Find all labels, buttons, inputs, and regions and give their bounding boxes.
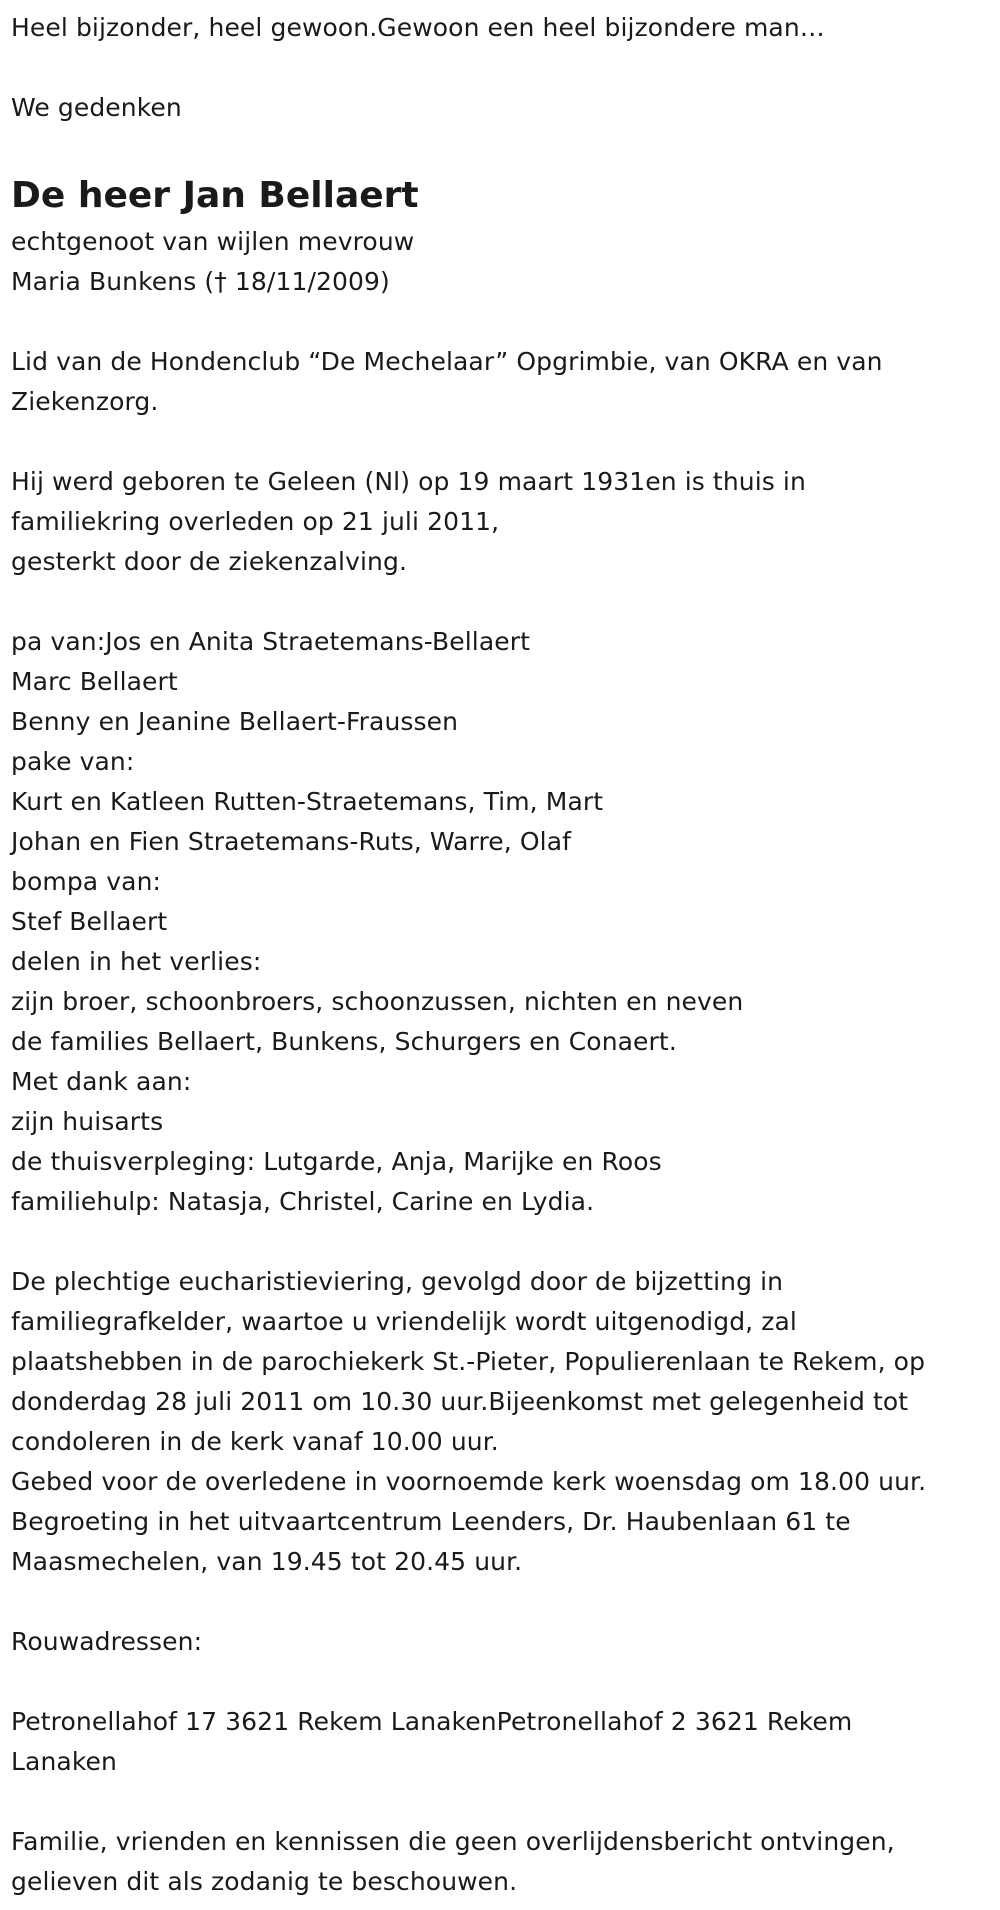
- family-line: zijn broer, schoonbroers, schoonzussen, nichten en neven: [11, 987, 744, 1016]
- closing-paragraph: [11, 1822, 1000, 1902]
- addresses-paragraph: [11, 1702, 1000, 1782]
- birth-death-line: familiekring overleden op 21 juli 2011,: [11, 507, 500, 536]
- remember-line: We gedenken: [11, 93, 182, 122]
- ceremony-line: Begroeting in het uitvaartcentrum Leenders, Dr. Haubenlaan 61 te: [11, 1507, 851, 1536]
- family-line: bompa van:: [11, 867, 162, 896]
- birth-death-line: Hij werd geboren te Geleen (Nl) op 19 maart 1931en is thuis in: [11, 467, 806, 496]
- spouse-line-1: echtgenoot van wijlen mevrouw: [11, 227, 415, 256]
- family-line: de families Bellaert, Bunkens, Schurgers en Conaert.: [11, 1027, 677, 1056]
- spouse-line-2: Maria Bunkens († 18/11/2009): [11, 267, 390, 296]
- spacer: [11, 1782, 1000, 1822]
- ceremony-line: Gebed voor de overledene in voornoemde kerk woensdag om 18.00 uur.: [11, 1467, 927, 1496]
- ceremony-line: donderdag 28 juli 2011 om 10.30 uur.Bijeenkomst met gelegenheid tot: [11, 1387, 909, 1416]
- family-line: Marc Bellaert: [11, 667, 178, 696]
- family-line: pake van:: [11, 747, 135, 776]
- ceremony-line: plaatshebben in de parochiekerk St.-Pieter, Populierenlaan te Rekem, op: [11, 1347, 926, 1376]
- ceremony-line: familiegrafkelder, waartoe u vriendelijk wordt uitgenodigd, zal: [11, 1307, 797, 1336]
- motto: Heel bijzonder, heel gewoon.Gewoon een heel bijzondere man…: [11, 13, 825, 42]
- spacer: [11, 582, 1000, 622]
- family-line: familiehulp: Natasja, Christel, Carine en Lydia.: [11, 1187, 595, 1216]
- ceremony-line: De plechtige eucharistieviering, gevolgd door de bijzetting in: [11, 1267, 784, 1296]
- family-line: delen in het verlies:: [11, 947, 262, 976]
- spacer: [11, 1582, 1000, 1622]
- membership-line: Lid van de Hondenclub “De Mechelaar” Opgrimbie, van OKRA en van: [11, 347, 883, 376]
- birth-death-paragraph: [11, 462, 1000, 582]
- closing-line: Familie, vrienden en kennissen die geen overlijdensbericht ontvingen,: [11, 1827, 895, 1856]
- family-paragraph: [11, 622, 1000, 1222]
- spacer: [11, 128, 1000, 168]
- ceremony-line: Maasmechelen, van 19.45 tot 20.45 uur.: [11, 1547, 523, 1576]
- family-line: pa van:Jos en Anita Straetemans-Bellaert: [11, 627, 531, 656]
- family-line: Stef Bellaert: [11, 907, 168, 936]
- membership-paragraph: [11, 342, 1000, 422]
- family-line: Benny en Jeanine Bellaert-Fraussen: [11, 707, 459, 736]
- family-line: zijn huisarts: [11, 1107, 164, 1136]
- spacer: [11, 422, 1000, 462]
- address-line: Lanaken: [11, 1747, 117, 1776]
- closing-line: gelieven dit als zodanig te beschouwen.: [11, 1867, 518, 1896]
- membership-line: Ziekenzorg.: [11, 387, 159, 416]
- spacer: [11, 1222, 1000, 1262]
- spacer: [11, 1662, 1000, 1702]
- ceremony-line: condoleren in de kerk vanaf 10.00 uur.: [11, 1427, 499, 1456]
- family-line: Met dank aan:: [11, 1067, 192, 1096]
- family-line: de thuisverpleging: Lutgarde, Anja, Marijke en Roos: [11, 1147, 662, 1176]
- family-line: Johan en Fien Straetemans-Ruts, Warre, Olaf: [11, 827, 572, 856]
- ceremony-paragraph: [11, 1262, 1000, 1582]
- deceased-name: De heer Jan Bellaert: [11, 175, 419, 216]
- birth-death-line: gesterkt door de ziekenzalving.: [11, 547, 407, 576]
- family-line: Kurt en Katleen Rutten-Straetemans, Tim, Mart: [11, 787, 604, 816]
- address-line: Petronellahof 17 3621 Rekem LanakenPetronellahof 2 3621 Rekem: [11, 1707, 853, 1736]
- addresses-heading: Rouwadressen:: [11, 1627, 203, 1656]
- spacer: [11, 302, 1000, 342]
- spacer: [11, 48, 1000, 88]
